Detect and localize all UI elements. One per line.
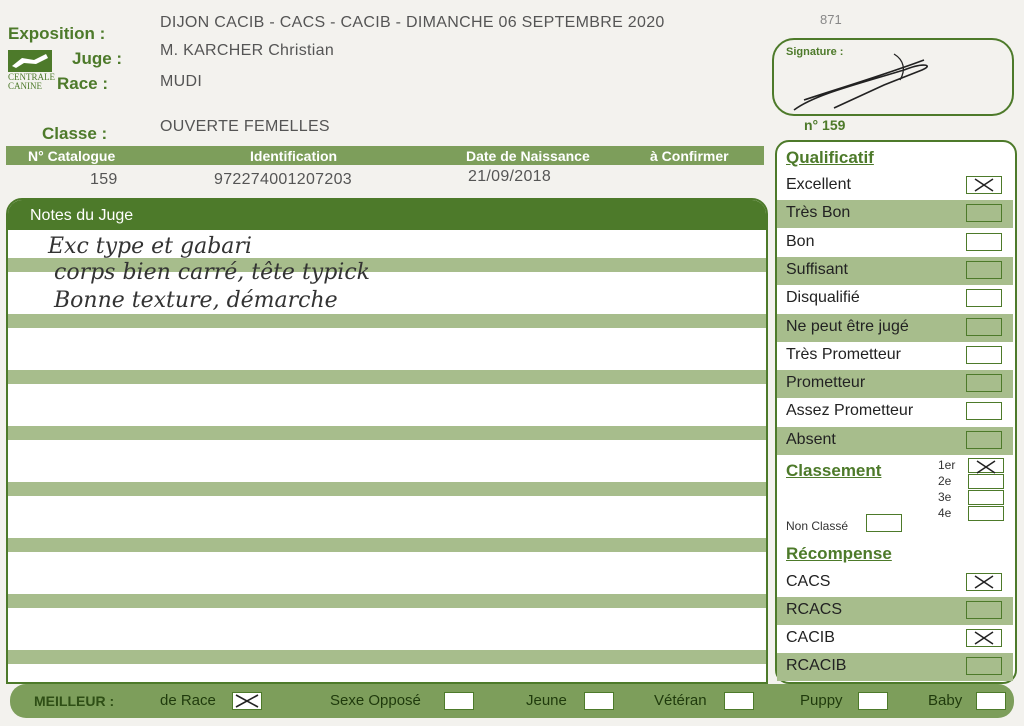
qualificatif-checkbox[interactable] [966, 204, 1002, 222]
qualificatif-label: Très Bon [786, 204, 851, 222]
meilleur-label: MEILLEUR : [34, 693, 115, 709]
cell-catalogue: 159 [90, 171, 118, 188]
qualificatif-label: Ne peut être jugé [786, 317, 909, 335]
qualificatif-label: Prometteur [786, 374, 866, 392]
classe-label: Classe : [42, 124, 108, 143]
signature-box [772, 38, 1014, 116]
classement-place-label: 1er [938, 458, 956, 472]
classement-checkbox[interactable] [968, 458, 1004, 473]
recompense-label: RCACIB [786, 657, 847, 674]
note-stripe [8, 314, 766, 328]
qualificatif-label: Bon [786, 232, 815, 250]
note-stripe [8, 566, 766, 580]
juge-value: M. KARCHER Christian [160, 42, 335, 59]
header-catalogue: N° Catalogue [28, 148, 116, 164]
recompense-label: CACS [786, 573, 831, 590]
recompense-title: Récompense [786, 544, 892, 563]
non-classe-label: Non Classé [786, 519, 849, 533]
meilleur-checkbox[interactable] [976, 692, 1006, 710]
classement-place-label: 3e [938, 490, 952, 504]
classement-place-label: 2e [938, 474, 952, 488]
classement-checkbox[interactable] [968, 490, 1004, 505]
cell-identification: 972274001207203 [214, 171, 352, 188]
qualificatif-title: Qualificatif [786, 148, 874, 167]
recompense-label: RCACS [786, 601, 843, 618]
note-stripe [8, 370, 766, 384]
meilleur-checkbox[interactable] [858, 692, 888, 710]
logo-text-1: CENTRALE [8, 72, 55, 82]
qualificatif-checkbox[interactable] [966, 261, 1002, 279]
cell-naissance: 21/09/2018 [468, 168, 552, 185]
qualificatif-checkbox[interactable] [966, 233, 1002, 251]
header-confirmer: à Confirmer [650, 148, 729, 164]
meilleur-checkbox[interactable] [444, 692, 474, 710]
form-number: 871 [820, 12, 842, 27]
meilleur-item-label: Baby [928, 692, 963, 709]
qualificatif-checkbox[interactable] [966, 402, 1002, 420]
logo-text-2: CANINE [8, 81, 42, 91]
meilleur-item-label: Sexe Opposé [330, 692, 421, 709]
recompense-checkbox[interactable] [966, 601, 1002, 619]
header-naissance: Date de Naissance [466, 148, 590, 164]
signature-number: n° 159 [804, 117, 846, 133]
signature-stroke [774, 40, 1010, 112]
note-stripe [8, 482, 766, 496]
logo [8, 50, 54, 94]
note-line-1: Exc type et gabari [48, 234, 252, 259]
exposition-value: DIJON CACIB - CACS - CACIB - DIMANCHE 06 SEPTEMBRE 2020 [160, 14, 665, 31]
notes-header [8, 200, 766, 230]
note-stripe [8, 426, 766, 440]
notes-panel [6, 198, 768, 684]
qualificatif-label: Absent [786, 430, 836, 448]
notes-title: Notes du Juge [30, 207, 134, 224]
qualificatif-label: Suffisant [786, 260, 848, 278]
classement-checkbox[interactable] [968, 474, 1004, 489]
meilleur-item-label: Jeune [526, 692, 567, 709]
qualificatif-checkbox[interactable] [966, 431, 1002, 449]
note-stripe [8, 510, 766, 524]
meilleur-item-label: Vétéran [654, 692, 707, 709]
recompense-checkbox[interactable] [966, 629, 1002, 647]
note-stripe [8, 650, 766, 664]
table-header [6, 146, 764, 165]
classement-checkbox[interactable] [968, 506, 1004, 521]
meilleur-checkbox[interactable] [724, 692, 754, 710]
qualificatif-checkbox[interactable] [966, 346, 1002, 364]
qualificatif-label: Excellent [786, 176, 851, 193]
qualificatif-checkbox[interactable] [966, 318, 1002, 336]
recompense-checkbox[interactable] [966, 657, 1002, 675]
classe-value: OUVERTE FEMELLES [160, 118, 330, 135]
dog-icon [8, 50, 52, 72]
header-identification: Identification [250, 148, 338, 164]
signature-label: Signature : [786, 46, 844, 58]
note-stripe [8, 342, 766, 356]
exposition-label: Exposition : [8, 24, 106, 43]
note-stripe [8, 538, 766, 552]
meilleur-item-label: Puppy [800, 692, 843, 709]
qualificatif-label: Disqualifié [786, 289, 860, 307]
note-stripe [8, 398, 766, 412]
race-label: Race : [57, 74, 109, 93]
classement-place-label: 4e [938, 506, 952, 520]
note-stripe [8, 594, 766, 608]
race-value: MUDI [160, 73, 203, 90]
qualificatif-checkbox[interactable] [966, 374, 1002, 392]
non-classe-checkbox[interactable] [866, 514, 902, 532]
note-stripe [8, 622, 766, 636]
note-line-3: Bonne texture, démarche [54, 288, 338, 313]
qualificatif-checkbox[interactable] [966, 289, 1002, 307]
recompense-label: CACIB [786, 629, 835, 646]
qualificatif-checkbox[interactable] [966, 176, 1002, 194]
meilleur-checkbox[interactable] [584, 692, 614, 710]
qualificatif-label: Assez Prometteur [786, 402, 914, 420]
meilleur-checkbox[interactable] [232, 692, 262, 710]
recompense-checkbox[interactable] [966, 573, 1002, 591]
juge-label: Juge : [72, 49, 123, 68]
qualificatif-label: Très Prometteur [786, 345, 901, 363]
classement-title: Classement [786, 461, 882, 480]
note-line-2: corps bien carré, tête typick [54, 260, 370, 285]
note-stripe [8, 454, 766, 468]
meilleur-item-label: de Race [160, 692, 216, 709]
